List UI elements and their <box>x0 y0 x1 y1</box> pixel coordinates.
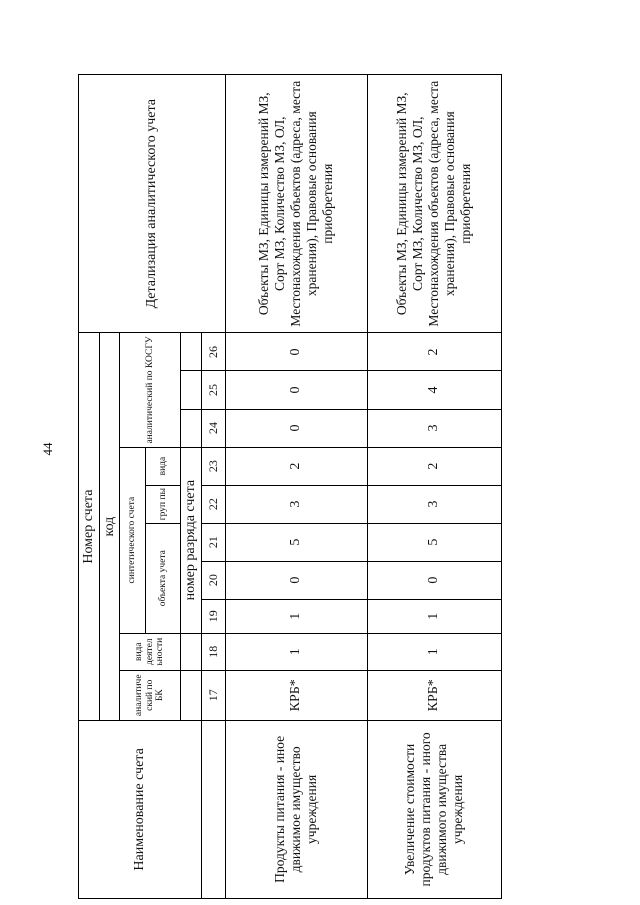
rotated-sheet <box>78 0 481 903</box>
header-account-name: Наименование счета <box>79 720 202 898</box>
header-analytic-bk: аналитиче ский по БК <box>120 670 181 720</box>
page-number: 44 <box>40 442 55 456</box>
strip-cell <box>181 333 202 371</box>
header-object: объекта учета <box>146 523 181 633</box>
value-cell: 2 <box>225 447 367 485</box>
header-code: код <box>99 333 120 720</box>
value-cell: 1 <box>367 599 501 633</box>
digit-number-cell: 26 <box>201 333 225 371</box>
value-cell: 0 <box>225 333 367 371</box>
digit-number-cell: 24 <box>201 409 225 447</box>
header-synthetic: синтетического счета <box>120 447 146 633</box>
digit-number-cell: 23 <box>201 447 225 485</box>
accounts-table <box>78 74 502 899</box>
value-cell: 0 <box>225 371 367 409</box>
value-cell: 5 <box>225 523 367 561</box>
value-cell: 1 <box>225 633 367 670</box>
header-activity-type: вида деятел ьности <box>120 633 181 670</box>
digit-number-cell: 22 <box>201 485 225 523</box>
strip-cell <box>181 670 202 720</box>
value-cell: КРБ* <box>367 670 501 720</box>
header-group: груп пы <box>146 485 181 523</box>
digit-number-cell: 17 <box>201 670 225 720</box>
strip-cell <box>181 409 202 447</box>
table-row <box>225 75 367 899</box>
value-cell: 0 <box>225 409 367 447</box>
value-cell: 3 <box>225 485 367 523</box>
digit-number-cell: 18 <box>201 633 225 670</box>
value-cell: 4 <box>367 371 501 409</box>
value-cell: 1 <box>367 633 501 670</box>
strip-cell <box>181 371 202 409</box>
value-cell: 0 <box>367 561 501 599</box>
digit-number-cell: 21 <box>201 523 225 561</box>
digit-number-cell: 25 <box>201 371 225 409</box>
strip-cell <box>181 633 202 670</box>
digit-number-cell <box>201 720 225 898</box>
header-detail: Детализация аналитического учета <box>79 75 226 333</box>
value-cell: 2 <box>367 447 501 485</box>
detail-cell: Объекты МЗ, Единицы измерений МЗ, Сорт МЗ, Количество МЗ, ОЛ, Местонахождения объектов (адреса, места хранения), Правовые основания приобретения <box>225 75 367 333</box>
value-cell: 3 <box>367 409 501 447</box>
digit-number-cell: 19 <box>201 599 225 633</box>
value-cell: 3 <box>367 485 501 523</box>
value-cell: 0 <box>225 561 367 599</box>
table-row <box>367 75 501 899</box>
account-name-cell: Продукты питания - иное движимое имущество учреждения <box>225 720 367 898</box>
header-analytic-kosgu: аналитический по КОСГУ <box>120 333 181 447</box>
header-digit-number: номер разряда счета <box>181 447 202 633</box>
header-kind: вида <box>146 447 181 485</box>
digit-number-cell: 20 <box>201 561 225 599</box>
detail-cell: Объекты МЗ, Единицы измерений МЗ, Сорт МЗ, Количество МЗ, ОЛ, Местонахождения объектов (адреса, места хранения), Правовые основания приобретения <box>367 75 501 333</box>
header-account-number: Номер счета <box>79 333 100 720</box>
account-name-cell: Увеличение стоимости продуктов питания - иного движимого имущества учреждения <box>367 720 501 898</box>
value-cell: 1 <box>225 599 367 633</box>
value-cell: 5 <box>367 523 501 561</box>
value-cell: 2 <box>367 333 501 371</box>
value-cell: КРБ* <box>225 670 367 720</box>
